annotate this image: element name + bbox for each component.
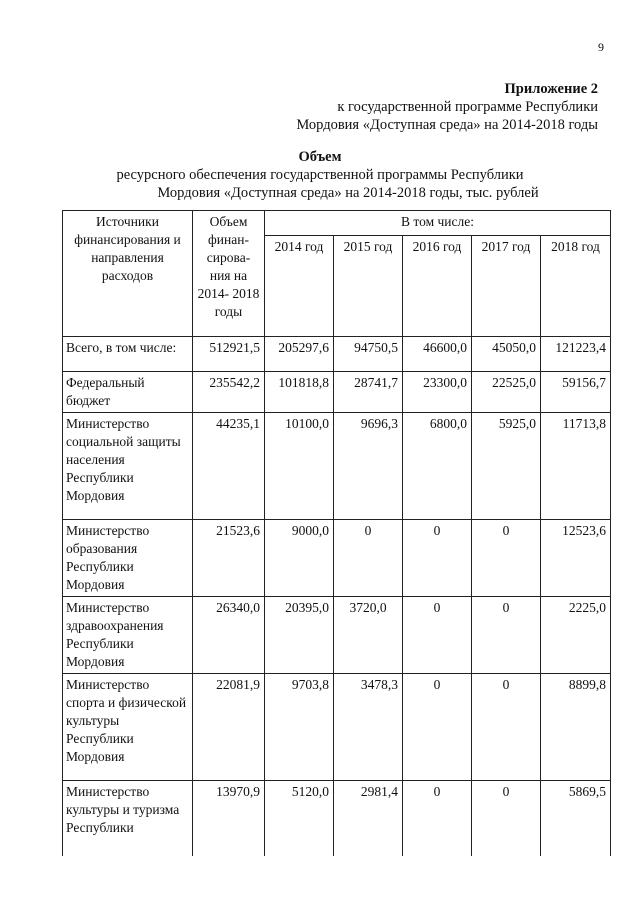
header-including: В том числе:: [265, 211, 611, 236]
row-value: 9703,8: [265, 674, 334, 781]
row-total: 44235,1: [193, 413, 265, 520]
row-value: 0: [472, 597, 541, 674]
row-total: 26340,0: [193, 597, 265, 674]
title-line-1: ресурсного обеспечения государственной программы Республики: [116, 167, 524, 183]
row-total: 512921,5: [193, 337, 265, 372]
row-label: Федеральный бюджет: [63, 372, 193, 413]
header-year: 2017 год: [472, 236, 541, 337]
row-value: 9696,3: [334, 413, 403, 520]
row-value: 11713,8: [541, 413, 611, 520]
row-label: Министерство культуры и туризма Республики: [63, 781, 193, 856]
appendix-line-1: к государственной программе Республики: [337, 99, 598, 115]
row-value: 8899,8: [541, 674, 611, 781]
row-label: Министерство социальной защиты населения Республики Мордовия: [63, 413, 193, 520]
row-value: 205297,6: [265, 337, 334, 372]
row-value: 28741,7: [334, 372, 403, 413]
table-row: [63, 781, 611, 856]
row-total: 22081,9: [193, 674, 265, 781]
row-value: 2981,4: [334, 781, 403, 856]
row-value: 0: [403, 781, 472, 856]
document-title: [0, 148, 640, 202]
appendix-line-2: Мордовия «Доступная среда» на 2014-2018 годы: [296, 117, 598, 133]
row-value: 45050,0: [472, 337, 541, 372]
row-value: 0: [472, 520, 541, 597]
title-heading: Объем: [298, 149, 342, 165]
header-year: 2014 год: [265, 236, 334, 337]
table-row: [63, 337, 611, 372]
row-value: 22525,0: [472, 372, 541, 413]
header-year: 2016 год: [403, 236, 472, 337]
table-row: [63, 520, 611, 597]
row-value: 0: [472, 781, 541, 856]
table-row: [63, 597, 611, 674]
header-source: Источники финансирования и направления расходов: [63, 211, 193, 337]
row-value: 0: [472, 674, 541, 781]
row-value: 59156,7: [541, 372, 611, 413]
row-value: 10100,0: [265, 413, 334, 520]
row-total: 235542,2: [193, 372, 265, 413]
row-value: 6800,0: [403, 413, 472, 520]
appendix-heading: Приложение 2: [504, 81, 598, 97]
row-total: 21523,6: [193, 520, 265, 597]
row-label: Министерство здравоохранения Республики Мордовия: [63, 597, 193, 674]
row-value: 46600,0: [403, 337, 472, 372]
row-value: 0: [403, 674, 472, 781]
row-value: 121223,4: [541, 337, 611, 372]
row-value: 5869,5: [541, 781, 611, 856]
row-value: 23300,0: [403, 372, 472, 413]
table-row: [63, 413, 611, 520]
row-total: 13970,9: [193, 781, 265, 856]
header-total: Объем финан- сирова- ния на 2014- 2018 годы: [193, 211, 265, 337]
row-value: 9000,0: [265, 520, 334, 597]
row-value: 2225,0: [541, 597, 611, 674]
row-label: Министерство образования Республики Мордовия: [63, 520, 193, 597]
row-value: 0: [334, 520, 403, 597]
table-row: [63, 372, 611, 413]
row-value: 12523,6: [541, 520, 611, 597]
row-value: 5925,0: [472, 413, 541, 520]
row-value: 101818,8: [265, 372, 334, 413]
row-value: 0: [403, 597, 472, 674]
appendix-block: [296, 80, 598, 134]
funding-table: [62, 210, 611, 856]
row-label: Всего, в том числе:: [63, 337, 193, 372]
table-row: [63, 674, 611, 781]
row-value: 3478,3: [334, 674, 403, 781]
header-year: 2015 год: [334, 236, 403, 337]
row-value: 94750,5: [334, 337, 403, 372]
row-label: Министерство спорта и физической культуры Республики Мордовия: [63, 674, 193, 781]
row-value: 20395,0: [265, 597, 334, 674]
row-value: 5120,0: [265, 781, 334, 856]
title-line-2: Мордовия «Доступная среда» на 2014-2018 годы, тыс. рублей: [157, 185, 539, 201]
header-year: 2018 год: [541, 236, 611, 337]
page-number: 9: [598, 40, 604, 54]
row-value: 0: [403, 520, 472, 597]
row-value: 3720,0: [334, 597, 403, 674]
